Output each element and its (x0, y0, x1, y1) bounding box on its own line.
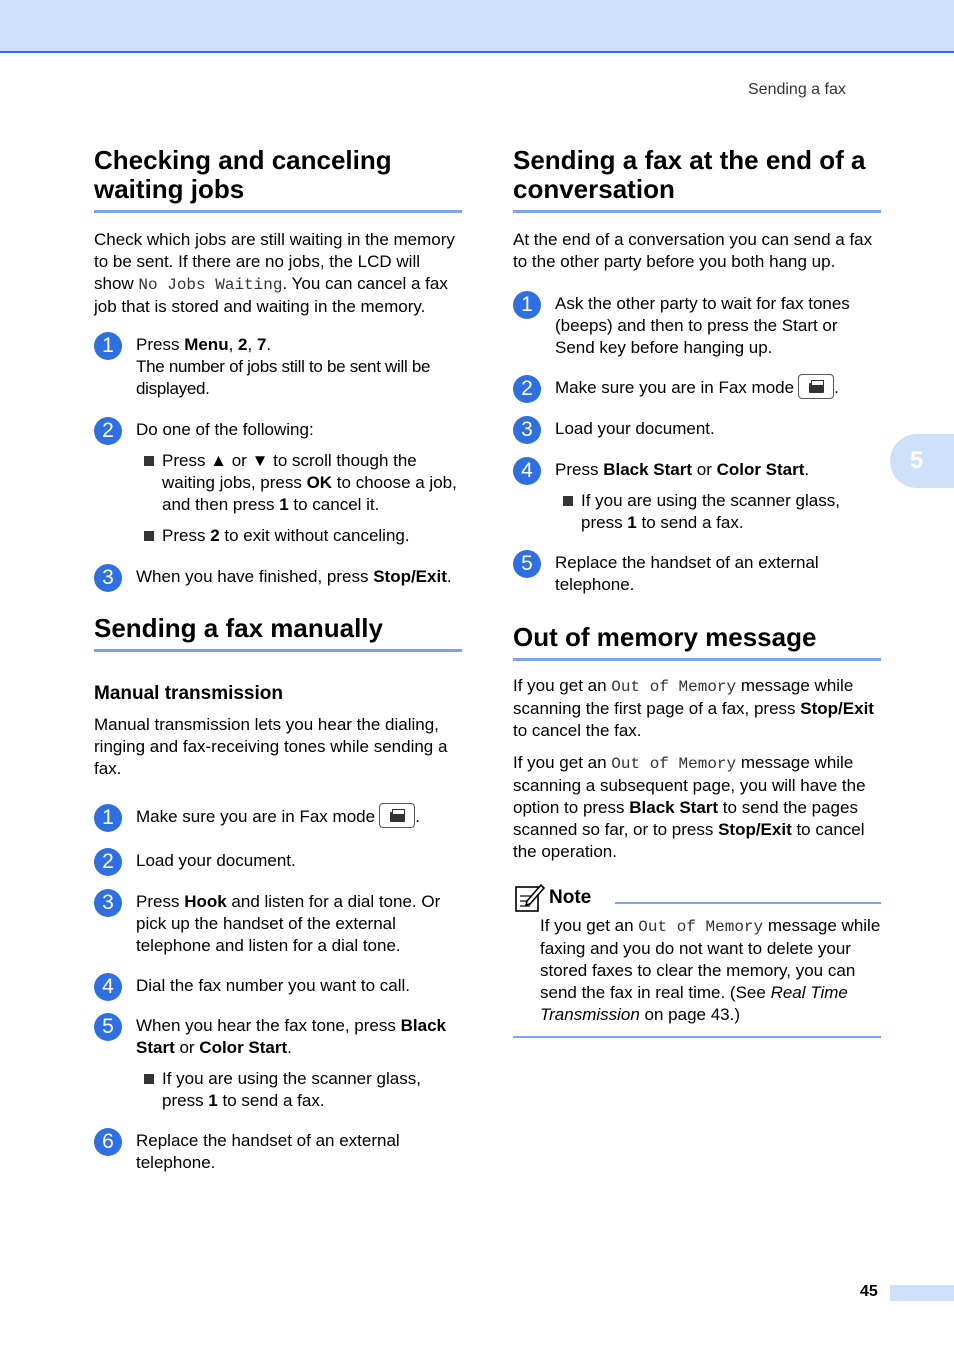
step-number: 2 (94, 848, 122, 876)
step-number: 1 (513, 291, 541, 319)
checking-bullet-exit: Press 2 to exit without canceling. (136, 525, 462, 547)
bullet-square-icon (144, 1074, 154, 1084)
step-number: 3 (94, 889, 122, 917)
conversation-step-1: 1 Ask the other party to wait for fax tones (beeps) and then to press the Start or Send key before hanging up. (513, 293, 881, 359)
step-number: 5 (513, 550, 541, 578)
manual-step-1: 1 Make sure you are in Fax mode . (94, 806, 462, 828)
right-column (513, 146, 881, 1038)
conversation-step-5: 5 Replace the handset of an external telephone. (513, 552, 881, 596)
manual-intro: Manual transmission lets you hear the dialing, ringing and fax-receiving tones while sending a fax. (94, 715, 448, 778)
step-number: 6 (94, 1128, 122, 1156)
manual-step-2: 2 Load your document. (94, 850, 462, 872)
subsection-title-manual-transmission: Manual transmission (94, 683, 283, 704)
fax-mode-key-icon (379, 803, 415, 828)
out-of-memory-paragraph-2: If you get an Out of Memory message while scanning a subsequent page, you will have the option to press Black Start to send the pages scanned so far, or to press Stop/Exit to cancel the operation. (513, 753, 866, 862)
conversation-bullet-scanner-glass: If you are using the scanner glass, press 1 to send a fax. (555, 490, 881, 534)
step-number: 5 (94, 1013, 122, 1041)
top-banner (0, 0, 954, 53)
note-box (513, 883, 881, 1038)
checking-step-2: 2 Do one of the following: (94, 419, 462, 441)
chapter-tab: 5 (890, 434, 954, 488)
manual-bullet-scanner-glass: If you are using the scanner glass, press 1 to send a fax. (136, 1068, 462, 1112)
step-number: 3 (513, 416, 541, 444)
section-title-sending-manually: Sending a fax manually (94, 614, 462, 652)
manual-step-4: 4 Dial the fax number you want to call. (94, 975, 462, 997)
left-column (94, 146, 462, 1174)
page-number: 45 (860, 1283, 878, 1300)
bullet-square-icon (144, 456, 154, 466)
bullet-square-icon (144, 531, 154, 541)
step-number: 4 (94, 973, 122, 1001)
out-of-memory-paragraph-1: If you get an Out of Memory message while scanning the first page of a fax, press Stop/Exit to cancel the fax. (513, 676, 874, 741)
conversation-intro: At the end of a conversation you can send a fax to the other party before you both hang up. (513, 230, 873, 271)
checking-step-1: 1 Press Menu, 2, 7. The number of jobs still to be sent will be displayed. (94, 334, 462, 400)
conversation-step-4: 4 Press Black Start or Color Start. (513, 459, 881, 481)
manual-step-5: 5 When you hear the fax tone, press Black Start or Color Start. (94, 1015, 462, 1059)
note-header (513, 883, 881, 913)
step-number: 1 (94, 804, 122, 832)
step-number: 3 (94, 564, 122, 592)
step-number: 2 (94, 417, 122, 445)
note-pencil-icon (513, 883, 545, 913)
page-number-bar (890, 1285, 954, 1301)
section-title-checking-canceling: Checking and canceling waiting jobs (94, 146, 462, 213)
section-title-out-of-memory: Out of memory message (513, 623, 881, 661)
conversation-step-3: 3 Load your document. (513, 418, 881, 440)
step-number: 4 (513, 457, 541, 485)
bullet-square-icon (563, 496, 573, 506)
note-body: If you get an Out of Memory message while faxing and you do not want to delete your stored faxes to clear the memory, you can send the fax in real time. (See Real Time Transmission on page 43.) (513, 913, 881, 1038)
step-number: 2 (513, 375, 541, 403)
checking-bullet-scroll: Press ▲ or ▼ to scroll though the waiting jobs, press OK to choose a job, and then press 1 to cancel it. (136, 450, 462, 516)
manual-step-3: 3 Press Hook and listen for a dial tone. Or pick up the handset of the external telephone and listen for a dial tone. (94, 891, 462, 957)
section-title-end-of-conversation: Sending a fax at the end of a conversation (513, 146, 881, 213)
checking-intro: Check which jobs are still waiting in the memory to be sent. If there are no jobs, the LCD will show No Jobs Waiting. You can cancel a fax job that is stored and waiting in the memory. (94, 230, 455, 316)
fax-mode-key-icon (798, 374, 834, 399)
note-label: Note (549, 887, 592, 909)
manual-step-6: 6 Replace the handset of an external telephone. (94, 1130, 462, 1174)
checking-step-3: 3 When you have finished, press Stop/Exit. (94, 566, 462, 588)
conversation-step-2: 2 Make sure you are in Fax mode . (513, 377, 881, 399)
running-head: Sending a fax (748, 81, 846, 98)
note-divider (615, 902, 881, 904)
step-number: 1 (94, 332, 122, 360)
